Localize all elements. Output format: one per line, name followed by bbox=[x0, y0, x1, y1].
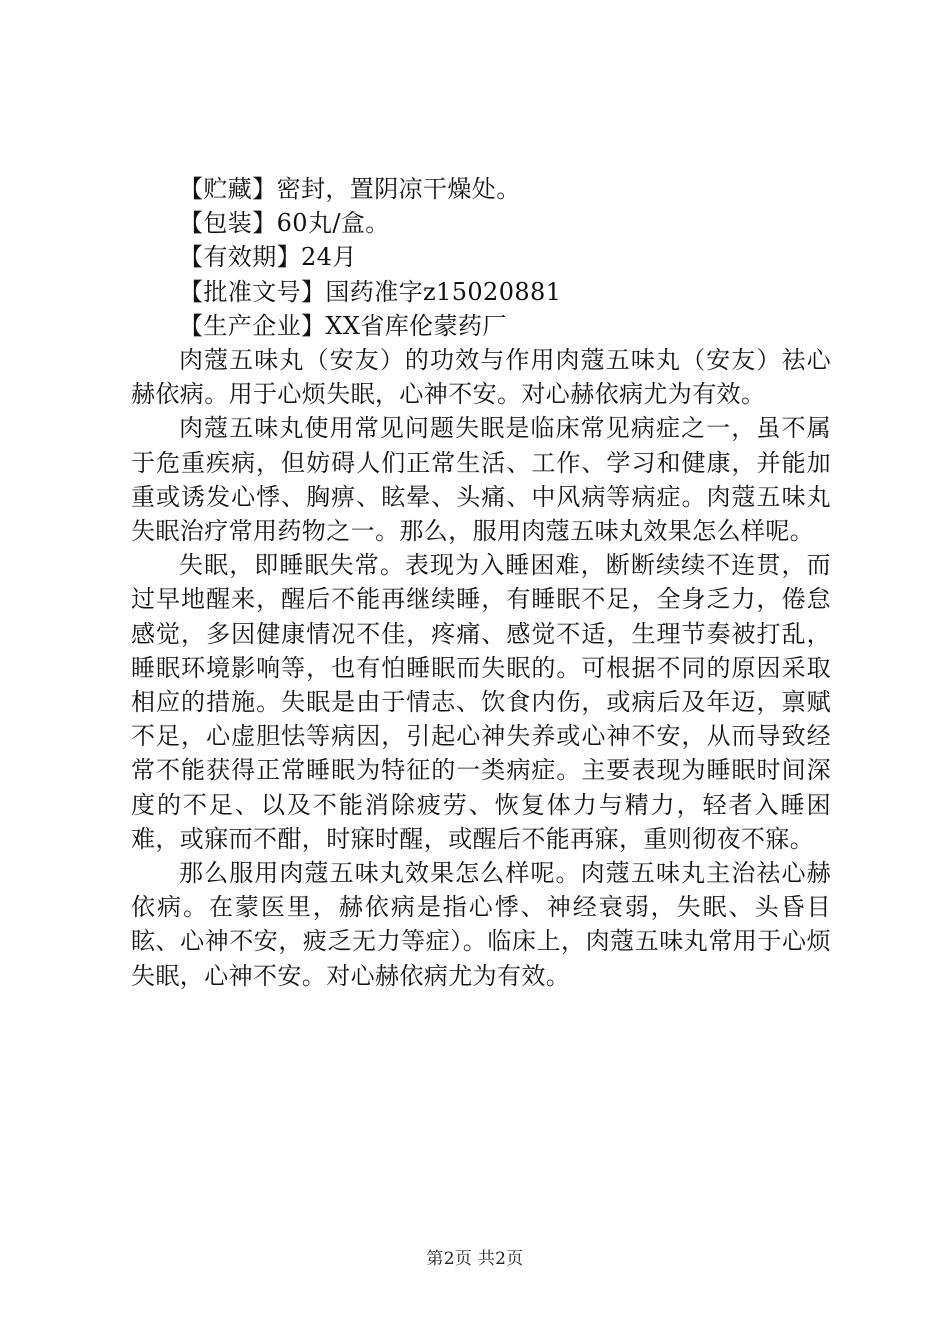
field-manufacturer: 【生产企业】XX省库伦蒙药厂 bbox=[179, 311, 507, 340]
field-storage: 【贮藏】密封，置阴凉干燥处。 bbox=[179, 175, 521, 203]
field-approval-number: 【批准文号】国药准字z15020881 bbox=[179, 277, 562, 306]
page-footer: 第2页 共2页 bbox=[426, 1249, 524, 1269]
paragraph-insomnia: 失眠，即睡眠失常。表现为入睡困难，断断续续不连贯，而过早地醒来，醒后不能再继续睡，有睡眠不足，全身乏力，倦怠感觉，多因健康情况不佳，疼痛、感觉不适，生理节奏被打乱，睡眠环境影响等，也有怕睡眠而失眠的。可根据不同的原因采取相应的措施。失眠是由于情志、饮食内伤，或病后及年迈，禀赋不足，心虚胆怯等病因，引起心神失养或心神不安，从而导致经常不能获得正常睡眠为特征的一类病症。主要表现为睡眠时间深度的不足、以及不能消除疲劳、恢复体力与精力，轻者入睡困难，或寐而不酣，时寐时醒，或醒后不能再寐，重则彻夜不寐。 bbox=[131, 551, 831, 853]
paragraph-efficacy: 肉蔻五味丸（安友）的功效与作用肉蔻五味丸（安友）祛心赫依病。用于心烦失眠，心神不安。对心赫依病尤为有效。 bbox=[131, 346, 831, 409]
field-shelf-life: 【有效期】24月 bbox=[179, 243, 357, 272]
paragraph-effect: 那么服用肉蔻五味丸效果怎么样呢。肉蔻五味丸主治祛心赫依病。在蒙医里，赫依病是指心悸、神经衰弱，失眠、头昏目眩、心神不安，疲乏无力等症）。临床上，肉蔻五味丸常用于心烦失眠，心神不安。对心赫依病尤为有效。 bbox=[131, 859, 831, 990]
paragraph-common-questions: 肉蔻五味丸使用常见问题失眠是临床常见病症之一，虽不属于危重疾病，但妨碍人们正常生活、工作、学习和健康，并能加重或诱发心悸、胸痹、眩晕、头痛、中风病等病症。肉蔻五味丸失眠治疗常用药物之一。那么，服用肉蔻五味丸效果怎么样呢。 bbox=[131, 414, 831, 546]
field-packaging: 【包装】60丸/盒。 bbox=[179, 209, 390, 238]
document-body bbox=[131, 172, 831, 993]
